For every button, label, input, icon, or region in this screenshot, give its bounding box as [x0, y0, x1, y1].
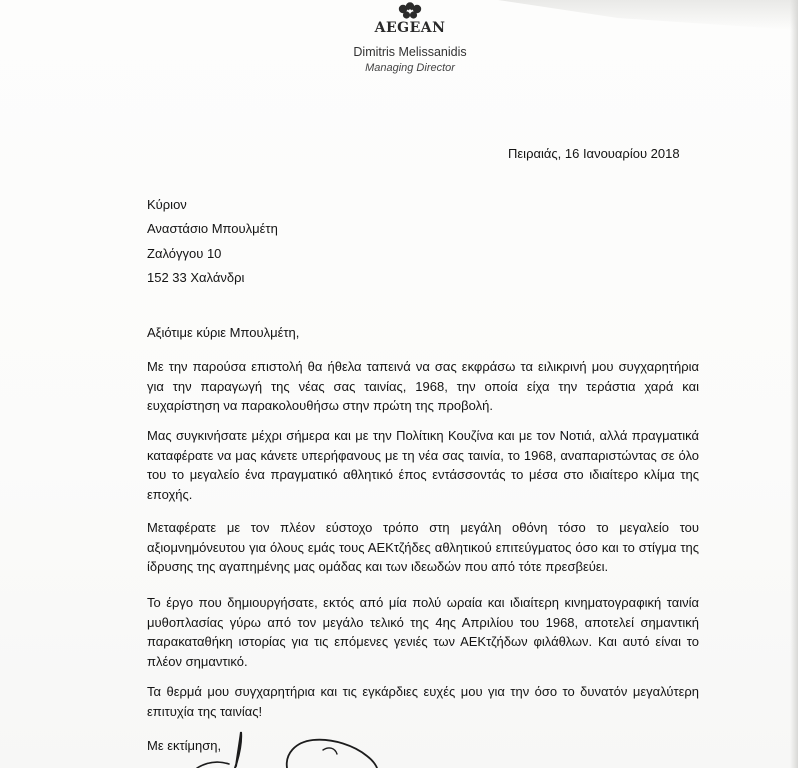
date-line: Πειραιάς, 16 Ιανουαρίου 2018	[508, 146, 680, 161]
recipient-line: Κύριον	[147, 197, 187, 212]
paper-fold-shadow	[498, 0, 798, 30]
body-paragraph: Τα θερμά μου συγχαρητήρια και τις εγκάρδιες ευχές μου για την όσο το δυνατόν μεγαλύτερη επιτυχία της ταινίας!	[147, 684, 699, 719]
sender-name: Dimitris Melissanidis	[353, 45, 467, 59]
salutation: Αξιότιμε κύριε Μπουλμέτη,	[147, 325, 300, 340]
recipient-line: Ζαλόγγου 10	[147, 246, 222, 261]
aegean-logo-emblem-icon	[372, 2, 448, 22]
body-paragraph: Μας συγκινήσατε μέχρι σήμερα και με την Πολίτικη Κουζίνα και με τον Νοτιά, αλλά πραγματικά καταφέρατε να μας κάνετε υπερήφανους με τη νέα σας ταινία, το 1968, αναπαριστώντας σε όλο του το μεγαλείο ένα πραγματικό αθλητικό έπος εντάσσοντάς το μέσα στο ιδιαίτερο κλίμα της εποχής.	[147, 428, 699, 502]
recipient-line: Αναστάσιο Μπουλμέτη	[147, 221, 278, 236]
logo-wordmark: AEGEAN	[374, 20, 446, 36]
body-paragraph: Μεταφέρατε με τον πλέον εύστοχο τρόπο στη μεγάλη οθόνη τόσο το μεγαλείο του αξιομνημόνευτου για όλους εμάς τους ΑΕΚτζήδες αθλητικού επιτεύγματος όσο και το στίγμα της ίδρυσης της αγαπημένης μας ομάδας και των ιδεωδών που από τότε πρεσβεύει.	[147, 520, 699, 574]
body-paragraph: Το έργο που δημιουργήσατε, εκτός από μία πολύ ωραία και ιδιαίτερη κινηματογραφική ταινία μυθοπλασίας γύρω από τον μεγάλο τελικό της 4ης Απριλίου του 1968, αποτελεί σημαντική παρακαταθήκη ιστορίας για τις επόμενες γενιές των ΑΕΚτζήδων φιλάθλων. Και αυτό είναι το πλέον σημαντικό.	[147, 595, 699, 669]
sender-title: Managing Director	[365, 62, 455, 74]
recipient-line: 152 33 Χαλάνδρι	[147, 270, 245, 285]
paper-edge-shadow	[790, 0, 798, 768]
body-paragraph: Με την παρούσα επιστολή θα ήθελα ταπεινά να σας εκφράσω τα ειλικρινή μου συγχαρητήρια για την παραγωγή της νέας σας ταινίας, 1968, την οποία είχα την τεράστια χαρά και ευχαρίστηση να παρακολουθήσω στην πρώτη της προβολή.	[147, 359, 699, 413]
handwritten-signature	[195, 710, 455, 768]
closing-line: Με εκτίμηση,	[147, 738, 222, 753]
aegean-logo	[372, 2, 448, 38]
